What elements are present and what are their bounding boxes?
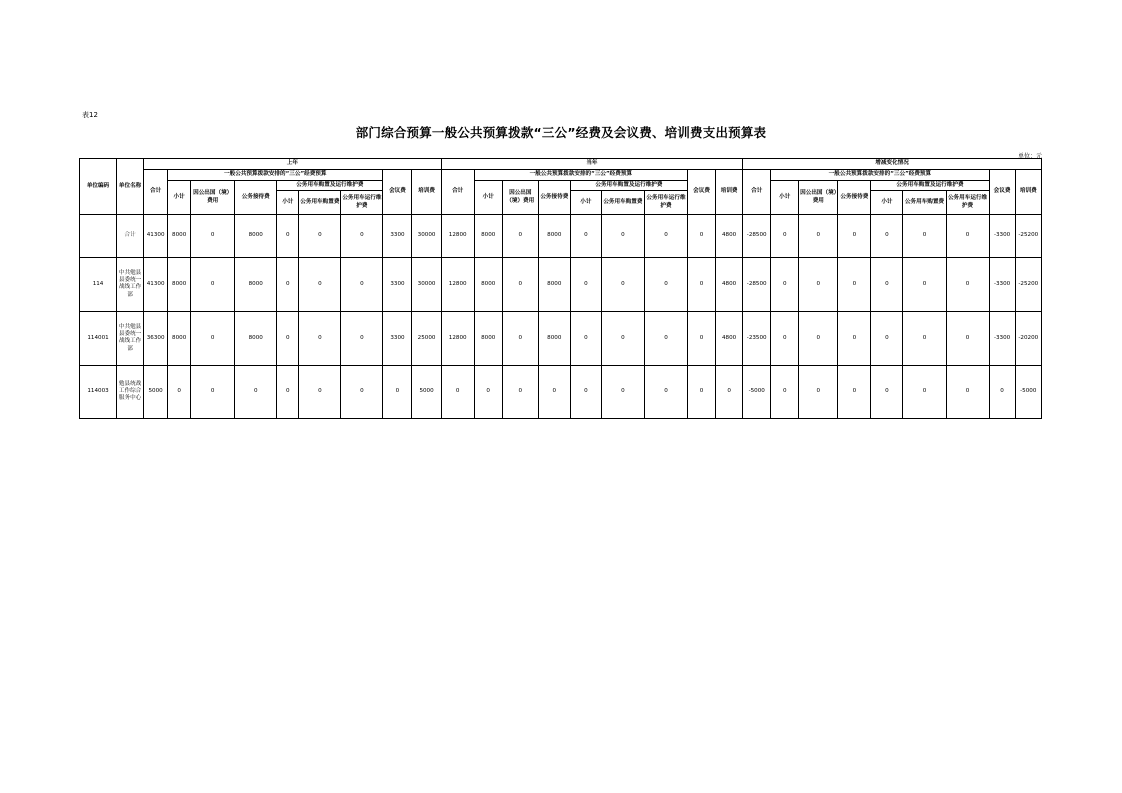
cell-value: 0 bbox=[771, 312, 799, 365]
cell-value: 8000 bbox=[168, 215, 191, 258]
cell-value: 0 bbox=[903, 257, 946, 311]
cell-value: 0 bbox=[191, 312, 235, 365]
cell-value: 12800 bbox=[441, 215, 474, 258]
cell-value: 30000 bbox=[412, 257, 441, 311]
header-vehicle-operation: 公务用车运行维护费 bbox=[341, 191, 383, 215]
cell-value: 5000 bbox=[412, 365, 441, 418]
cell-value: 0 bbox=[644, 365, 687, 418]
cell-value: 0 bbox=[341, 215, 383, 258]
cell-code bbox=[80, 215, 117, 258]
cell-value: 0 bbox=[277, 257, 299, 311]
table-row bbox=[80, 312, 1042, 365]
header-sangong: 一般公共预算拨款安排的“三公”经费预算 bbox=[168, 170, 383, 181]
cell-value: 8000 bbox=[538, 215, 570, 258]
header-vehicle-purchase: 公务用车购置费 bbox=[299, 191, 341, 215]
header-vehicle-subtotal: 小计 bbox=[871, 191, 903, 215]
header-reception: 公务接待费 bbox=[235, 181, 277, 215]
cell-value: 0 bbox=[168, 365, 191, 418]
cell-value: 3300 bbox=[383, 215, 412, 258]
cell-value: 0 bbox=[838, 215, 871, 258]
cell-value: 0 bbox=[441, 365, 474, 418]
header-subtotal: 小计 bbox=[771, 181, 799, 215]
cell-value: -20200 bbox=[1015, 312, 1041, 365]
cell-value: 0 bbox=[644, 312, 687, 365]
cell-value: -23500 bbox=[743, 312, 771, 365]
header-vehicle-subtotal: 小计 bbox=[570, 191, 601, 215]
cell-value: -3300 bbox=[989, 215, 1015, 258]
header-vehicle-purchase: 公务用车购置费 bbox=[601, 191, 644, 215]
cell-value: 0 bbox=[838, 312, 871, 365]
cell-value: 0 bbox=[688, 312, 716, 365]
header-group-change: 增减变化情况 bbox=[743, 159, 1042, 170]
cell-value: 0 bbox=[383, 365, 412, 418]
cell-value: 3300 bbox=[383, 257, 412, 311]
cell-value: 3300 bbox=[383, 312, 412, 365]
header-meeting: 会议费 bbox=[688, 170, 716, 215]
cell-value: 0 bbox=[502, 312, 538, 365]
cell-value: 0 bbox=[601, 365, 644, 418]
cell-value: 0 bbox=[871, 257, 903, 311]
cell-value: 8000 bbox=[538, 312, 570, 365]
cell-value: -5000 bbox=[743, 365, 771, 418]
cell-value: 0 bbox=[799, 365, 838, 418]
cell-value: 0 bbox=[235, 365, 277, 418]
cell-value: 41300 bbox=[144, 257, 168, 311]
cell-value: 5000 bbox=[144, 365, 168, 418]
cell-value: 0 bbox=[299, 257, 341, 311]
cell-value: -25200 bbox=[1015, 215, 1041, 258]
cell-value: 0 bbox=[771, 365, 799, 418]
header-abroad: 因公出国（境）费用 bbox=[502, 181, 538, 215]
cell-value: -25200 bbox=[1015, 257, 1041, 311]
cell-value: 12800 bbox=[441, 312, 474, 365]
cell-value: 8000 bbox=[474, 312, 502, 365]
cell-value: 8000 bbox=[474, 215, 502, 258]
cell-name: 中共勉县县委统一战线工作部 bbox=[117, 312, 144, 365]
cell-value: 0 bbox=[838, 365, 871, 418]
cell-value: 0 bbox=[688, 365, 716, 418]
cell-name: 中共勉县县委统一战线工作部 bbox=[117, 257, 144, 311]
table-row bbox=[80, 215, 1042, 258]
cell-value: 8000 bbox=[235, 257, 277, 311]
cell-value: 30000 bbox=[412, 215, 441, 258]
cell-value: 0 bbox=[771, 257, 799, 311]
cell-value: -3300 bbox=[989, 257, 1015, 311]
header-abroad: 因公出国（境）费用 bbox=[191, 181, 235, 215]
budget-table bbox=[79, 158, 1042, 419]
cell-value: 0 bbox=[799, 312, 838, 365]
cell-value: 36300 bbox=[144, 312, 168, 365]
cell-value: 0 bbox=[299, 312, 341, 365]
cell-value: 0 bbox=[903, 312, 946, 365]
cell-value: 0 bbox=[502, 215, 538, 258]
header-training: 培训费 bbox=[1015, 170, 1041, 215]
cell-value: 8000 bbox=[235, 312, 277, 365]
header-meeting: 会议费 bbox=[989, 170, 1015, 215]
header-reception: 公务接待费 bbox=[538, 181, 570, 215]
header-sangong: 一般公共预算拨款安排的“三公”经费预算 bbox=[474, 170, 687, 181]
header-vehicle-operation: 公务用车运行维护费 bbox=[946, 191, 989, 215]
header-meeting: 会议费 bbox=[383, 170, 412, 215]
cell-name: 勉县统战工作综合服务中心 bbox=[117, 365, 144, 418]
cell-value: -3300 bbox=[989, 312, 1015, 365]
header-training: 培训费 bbox=[716, 170, 743, 215]
table-row bbox=[80, 257, 1042, 311]
cell-value: 0 bbox=[644, 215, 687, 258]
cell-value: 8000 bbox=[235, 215, 277, 258]
cell-value: 0 bbox=[570, 312, 601, 365]
cell-value: 0 bbox=[946, 215, 989, 258]
cell-value: 0 bbox=[538, 365, 570, 418]
cell-value: 0 bbox=[601, 215, 644, 258]
table-body bbox=[80, 215, 1042, 419]
header-vehicle: 公务用车购置及运行维护费 bbox=[570, 181, 687, 191]
header-total: 合计 bbox=[743, 170, 771, 215]
cell-value: 0 bbox=[299, 365, 341, 418]
cell-value: 0 bbox=[474, 365, 502, 418]
cell-value: 4800 bbox=[716, 257, 743, 311]
cell-value: 0 bbox=[838, 257, 871, 311]
cell-value: 0 bbox=[903, 215, 946, 258]
header-reception: 公务接待费 bbox=[838, 181, 871, 215]
cell-value: 4800 bbox=[716, 312, 743, 365]
header-unit-code: 单位编码 bbox=[80, 159, 117, 215]
cell-value: 0 bbox=[570, 365, 601, 418]
cell-value: 0 bbox=[799, 215, 838, 258]
cell-value: 0 bbox=[871, 365, 903, 418]
cell-value: 0 bbox=[903, 365, 946, 418]
cell-value: 0 bbox=[946, 312, 989, 365]
cell-value: 0 bbox=[799, 257, 838, 311]
cell-value: 0 bbox=[191, 257, 235, 311]
cell-value: 8000 bbox=[168, 257, 191, 311]
cell-value: -28500 bbox=[743, 215, 771, 258]
table-label: 表12 bbox=[82, 111, 98, 119]
cell-value: -28500 bbox=[743, 257, 771, 311]
cell-value: 0 bbox=[502, 257, 538, 311]
cell-value: 41300 bbox=[144, 215, 168, 258]
header-training: 培训费 bbox=[412, 170, 441, 215]
cell-value: 8000 bbox=[538, 257, 570, 311]
table-row bbox=[80, 365, 1042, 418]
cell-value: 0 bbox=[946, 365, 989, 418]
header-total: 合计 bbox=[144, 170, 168, 215]
header-vehicle-subtotal: 小计 bbox=[277, 191, 299, 215]
cell-value: 0 bbox=[191, 365, 235, 418]
cell-value: 0 bbox=[946, 257, 989, 311]
cell-value: 0 bbox=[570, 215, 601, 258]
cell-code: 114003 bbox=[80, 365, 117, 418]
cell-value: 0 bbox=[570, 257, 601, 311]
header-subtotal: 小计 bbox=[168, 181, 191, 215]
cell-value: 25000 bbox=[412, 312, 441, 365]
header-group-this-year: 当年 bbox=[441, 159, 743, 170]
cell-value: 0 bbox=[299, 215, 341, 258]
document-title: 部门综合预算一般公共预算拨款“三公”经费及会议费、培训费支出预算表 bbox=[355, 125, 767, 140]
cell-value: 4800 bbox=[716, 215, 743, 258]
cell-value: 0 bbox=[341, 312, 383, 365]
cell-value: 0 bbox=[191, 215, 235, 258]
cell-value: 0 bbox=[716, 365, 743, 418]
cell-value: 0 bbox=[277, 312, 299, 365]
cell-value: 0 bbox=[502, 365, 538, 418]
header-vehicle-operation: 公务用车运行维护费 bbox=[644, 191, 687, 215]
cell-value: 12800 bbox=[441, 257, 474, 311]
cell-value: 0 bbox=[688, 257, 716, 311]
header-total: 合计 bbox=[441, 170, 474, 215]
cell-value: 0 bbox=[341, 365, 383, 418]
header-vehicle: 公务用车购置及运行维护费 bbox=[871, 181, 989, 191]
cell-value: 8000 bbox=[474, 257, 502, 311]
cell-value: 0 bbox=[688, 215, 716, 258]
cell-value: 0 bbox=[601, 257, 644, 311]
header-group-last-year: 上年 bbox=[144, 159, 442, 170]
cell-value: 0 bbox=[341, 257, 383, 311]
cell-value: 0 bbox=[871, 312, 903, 365]
unit-note: 单位：元 bbox=[1017, 153, 1042, 160]
cell-value: -5000 bbox=[1015, 365, 1041, 418]
header-vehicle: 公务用车购置及运行维护费 bbox=[277, 181, 383, 191]
header-subtotal: 小计 bbox=[474, 181, 502, 215]
cell-value: 0 bbox=[871, 215, 903, 258]
cell-value: 0 bbox=[277, 365, 299, 418]
cell-value: 0 bbox=[989, 365, 1015, 418]
header-vehicle-purchase: 公务用车购置费 bbox=[903, 191, 946, 215]
header-abroad: 因公出国（境）费用 bbox=[799, 181, 838, 215]
cell-value: 0 bbox=[771, 215, 799, 258]
header-unit-name: 单位名称 bbox=[117, 159, 144, 215]
cell-value: 8000 bbox=[168, 312, 191, 365]
cell-value: 0 bbox=[601, 312, 644, 365]
header-sangong: 一般公共预算拨款安排的“三公”经费预算 bbox=[771, 170, 989, 181]
cell-value: 0 bbox=[277, 215, 299, 258]
cell-code: 114001 bbox=[80, 312, 117, 365]
cell-code: 114 bbox=[80, 257, 117, 311]
cell-value: 0 bbox=[644, 257, 687, 311]
cell-name: 合计 bbox=[117, 215, 144, 258]
